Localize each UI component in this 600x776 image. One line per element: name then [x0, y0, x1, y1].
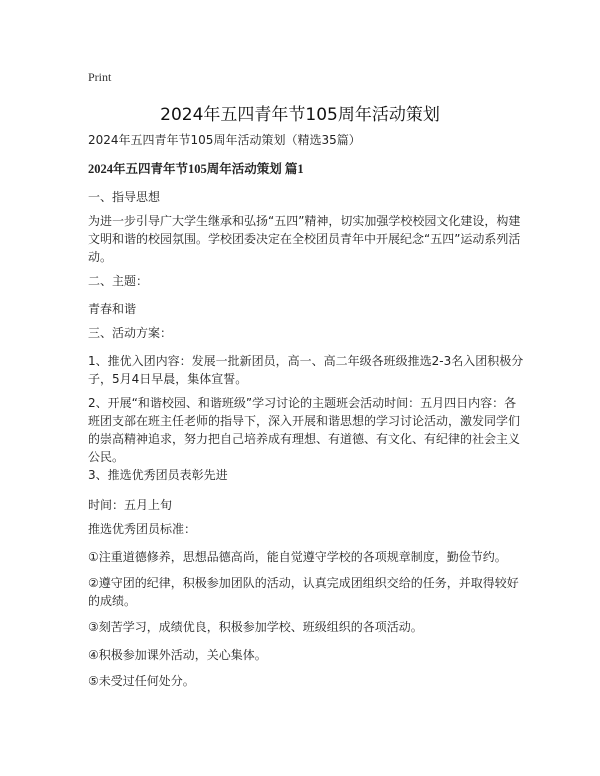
standard-heading: 推选优秀团员标准： [88, 522, 197, 536]
section-heading: 2024年五四青年节105周年活动策划 篇1 [88, 162, 304, 176]
guide-heading: 一、指导思想 [88, 190, 161, 204]
theme-heading: 二、主题： [88, 274, 149, 288]
document-subtitle: 2024年五四青年节105周年活动策划（精选35篇） [88, 133, 361, 147]
plan-item-1: 1、推优入团内容：发展一批新团员，高一、高二年级各班级推选2-3名入团积极分子，5月4日早晨，集体宣誓。 [88, 354, 524, 386]
guide-paragraph: 为进一步引导广大学生继承和弘扬“五四”精神，切实加强学校校园文化建设，构建文明和谐的校园氛围。学校团委决定在全校团员青年中开展纪念“五四”运动系列活动。 [88, 214, 521, 264]
standard-item-5: ⑤未受过任何处分。 [88, 674, 195, 688]
plan-item-3: 3、推选优秀团员表彰先进 [88, 468, 228, 482]
page-title: 2024年五四青年节105周年活动策划 [160, 105, 440, 125]
standard-item-1: ①注重道德修养，思想品德高尚，能自觉遵守学校的各项规章制度，勤俭节约。 [88, 550, 507, 564]
standard-item-4: ④积极参加课外活动，关心集体。 [88, 648, 267, 662]
theme-value: 青春和谐 [88, 302, 137, 316]
standard-item-3: ③刻苦学习，成绩优良，积极参加学校、班级组织的各项活动。 [88, 620, 423, 634]
time-line: 时间：五月上旬 [88, 498, 173, 512]
plan-item-2: 2、开展“和谐校园、和谐班级”学习讨论的主题班会活动时间：五月四日内容：各班团支部在班主任老师的指导下，深入开展和谐思想的学习讨论活动，激发同学们的崇高精神追求，努力把自己培养成有理想、有道德、有文化、有纪律的社会主义公民。 [88, 396, 521, 464]
standard-item-2: ②遵守团的纪律，积极参加团队的活动，认真完成团组织交给的任务，并取得较好的成绩。 [88, 576, 519, 608]
plan-heading: 三、活动方案： [88, 326, 173, 340]
print-label[interactable]: Print [88, 70, 112, 84]
